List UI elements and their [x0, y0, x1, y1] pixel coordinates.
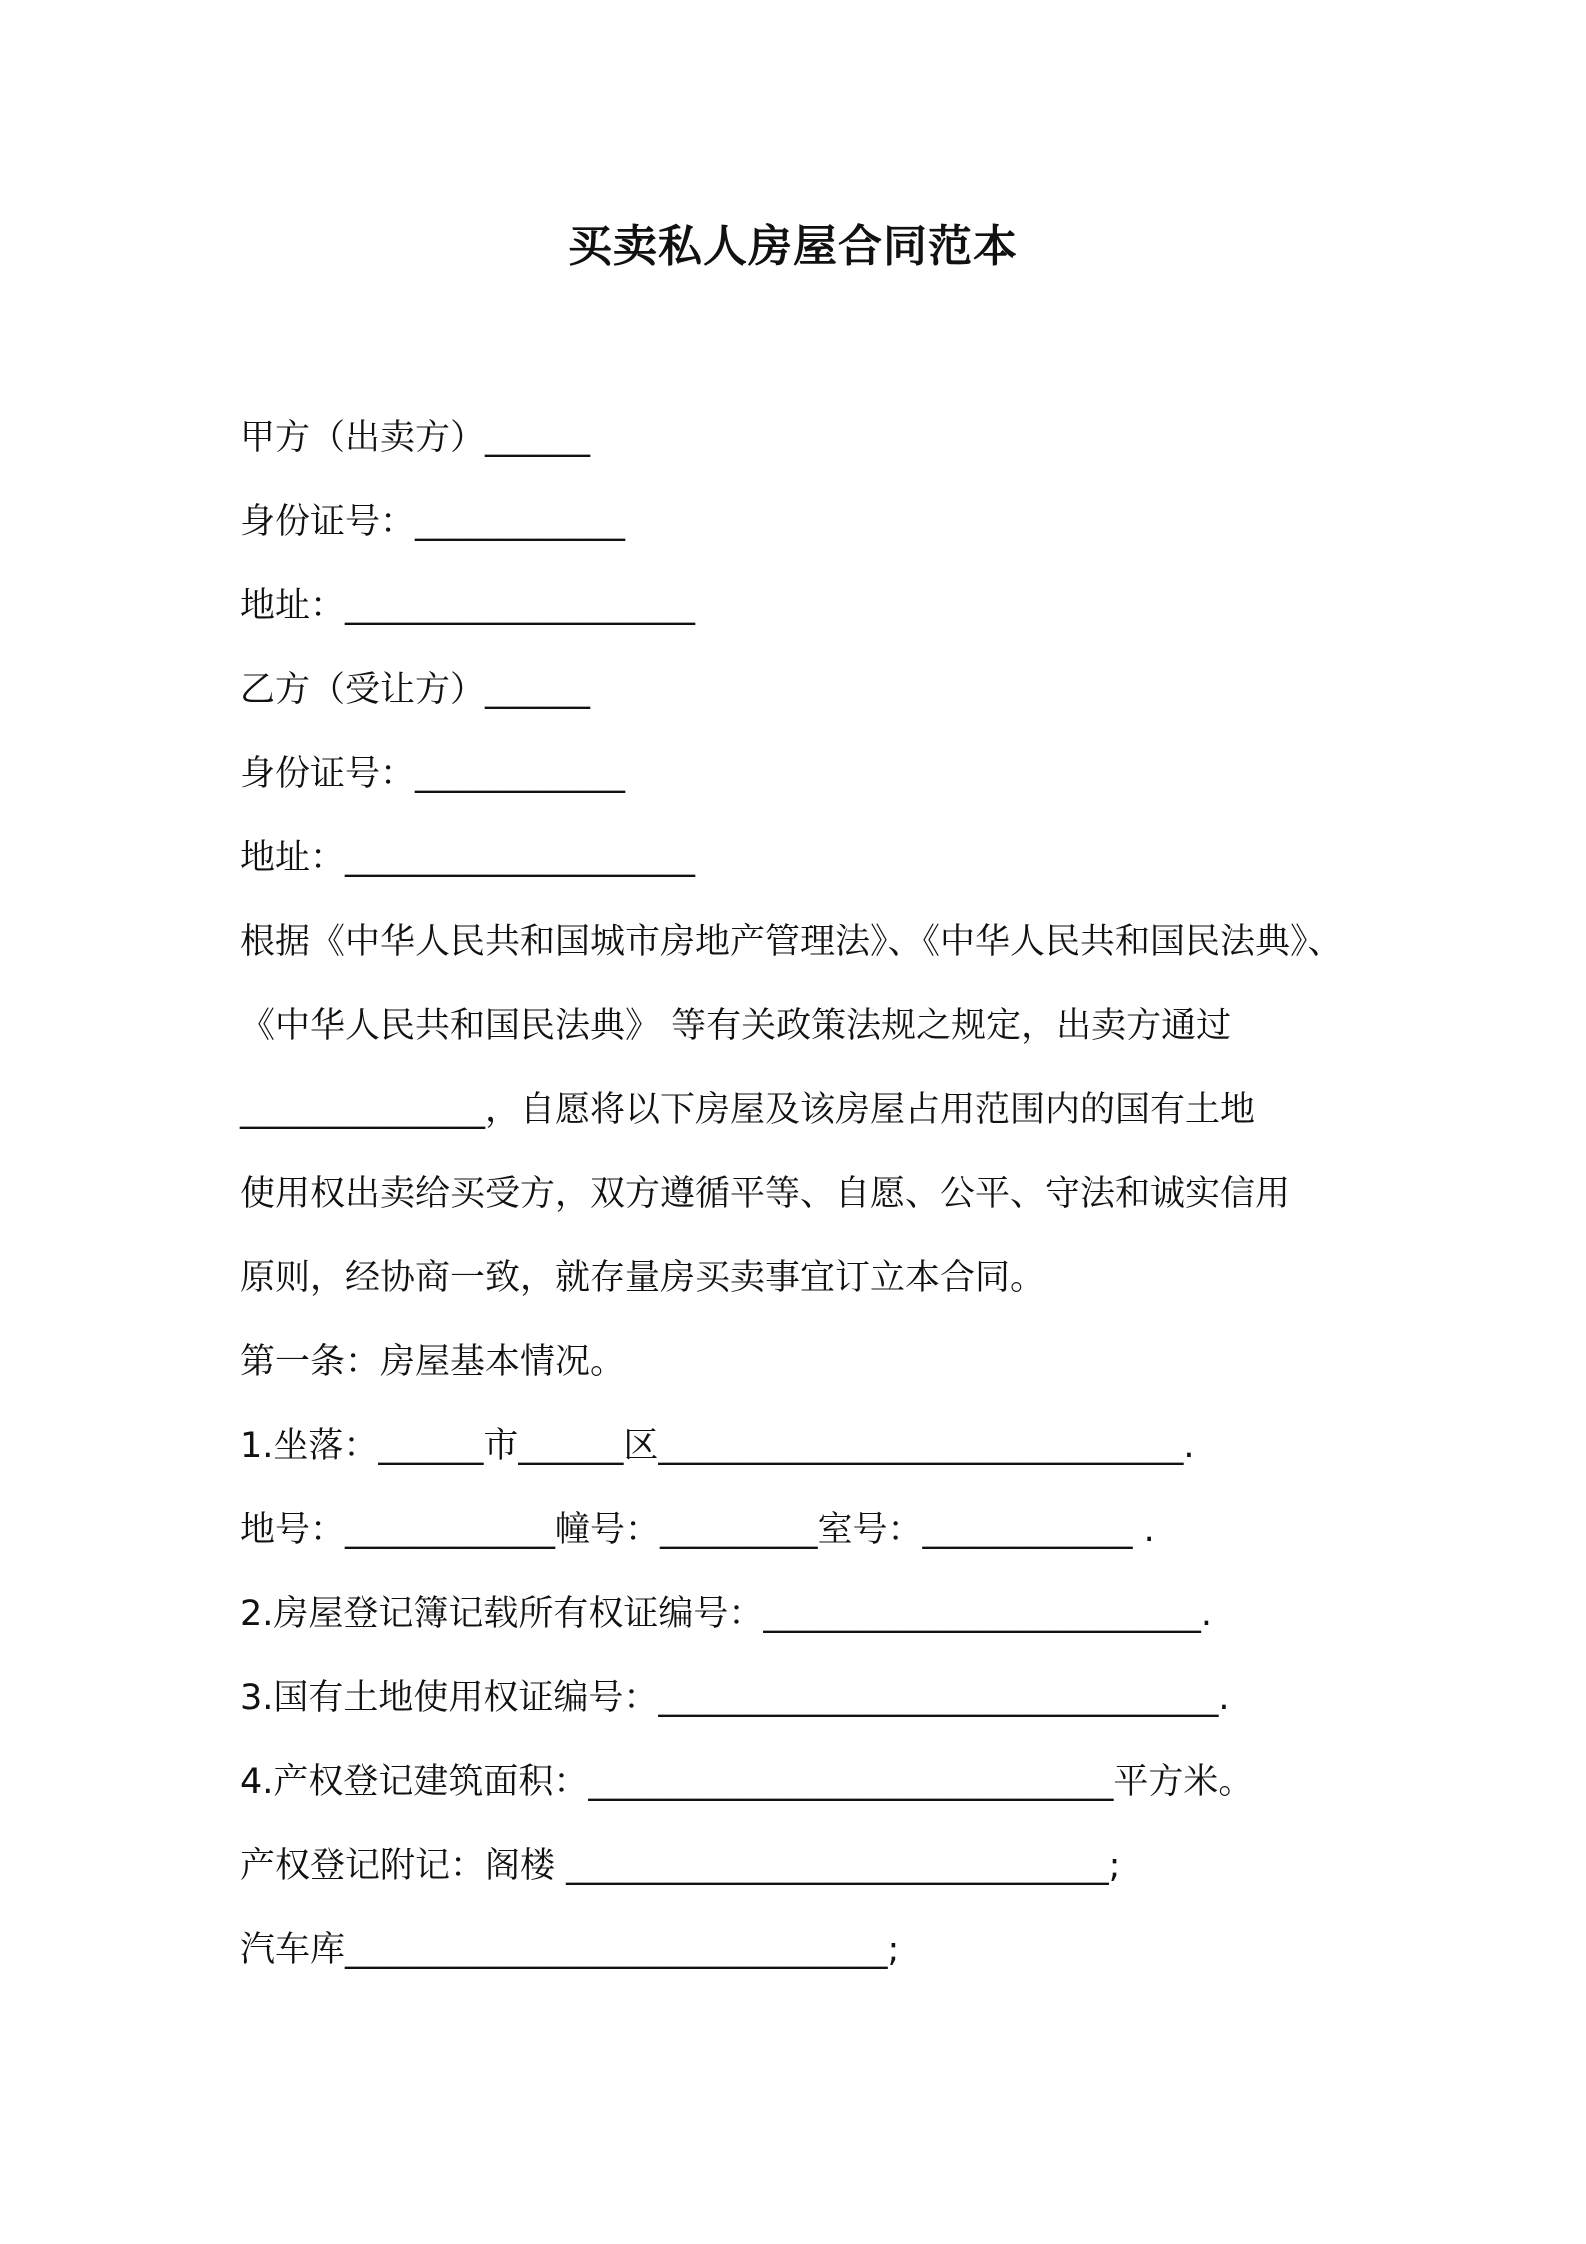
- party-a-address: 地址：____________________: [240, 586, 696, 626]
- preamble-line-3: ______________，自愿将以下房屋及该房屋占用范围内的国有土地: [240, 1090, 1256, 1130]
- party-b-address: 地址：____________________: [240, 838, 696, 878]
- party-b-name: 乙方（受让方）______: [240, 670, 591, 710]
- property-location: 1.坐落：______市______区______________________________.: [240, 1426, 1195, 1466]
- contract-body: [240, 396, 1400, 1992]
- land-use-certificate-number: 3.国有土地使用权证编号：________________________________.: [240, 1678, 1230, 1718]
- property-lot-numbers: 地号：____________幢号：_________室号：____________ .: [240, 1510, 1155, 1550]
- preamble-line-1: 根据《中华人民共和国城市房地产管理法》、《中华人民共和国民法典》、: [240, 922, 1343, 962]
- article-1-heading: 第一条：房屋基本情况。: [240, 1342, 626, 1382]
- ownership-certificate-number: 2.房屋登记簿记载所有权证编号：_________________________.: [240, 1594, 1213, 1634]
- registered-floor-area: 4.产权登记建筑面积：______________________________平方米。: [240, 1762, 1254, 1802]
- preamble-line-5: 原则，经协商一致，就存量房买卖事宜订立本合同。: [240, 1258, 1046, 1298]
- preamble-line-2: 《中华人民共和国民法典》 等有关政策法规之规定，出卖方通过: [240, 1006, 1232, 1046]
- attic-note: 产权登记附记：阁楼 _______________________________;: [240, 1846, 1121, 1886]
- party-a-id-number: 身份证号：____________: [240, 502, 626, 542]
- document-title: 买卖私人房屋合同范本: [568, 221, 1018, 272]
- preamble-line-4: 使用权出卖给买受方，双方遵循平等、自愿、公平、守法和诚实信用: [240, 1174, 1291, 1214]
- party-a-name: 甲方（出卖方）______: [240, 418, 591, 458]
- garage-note: 汽车库_______________________________;: [240, 1930, 900, 1970]
- party-b-id-number: 身份证号：____________: [240, 754, 626, 794]
